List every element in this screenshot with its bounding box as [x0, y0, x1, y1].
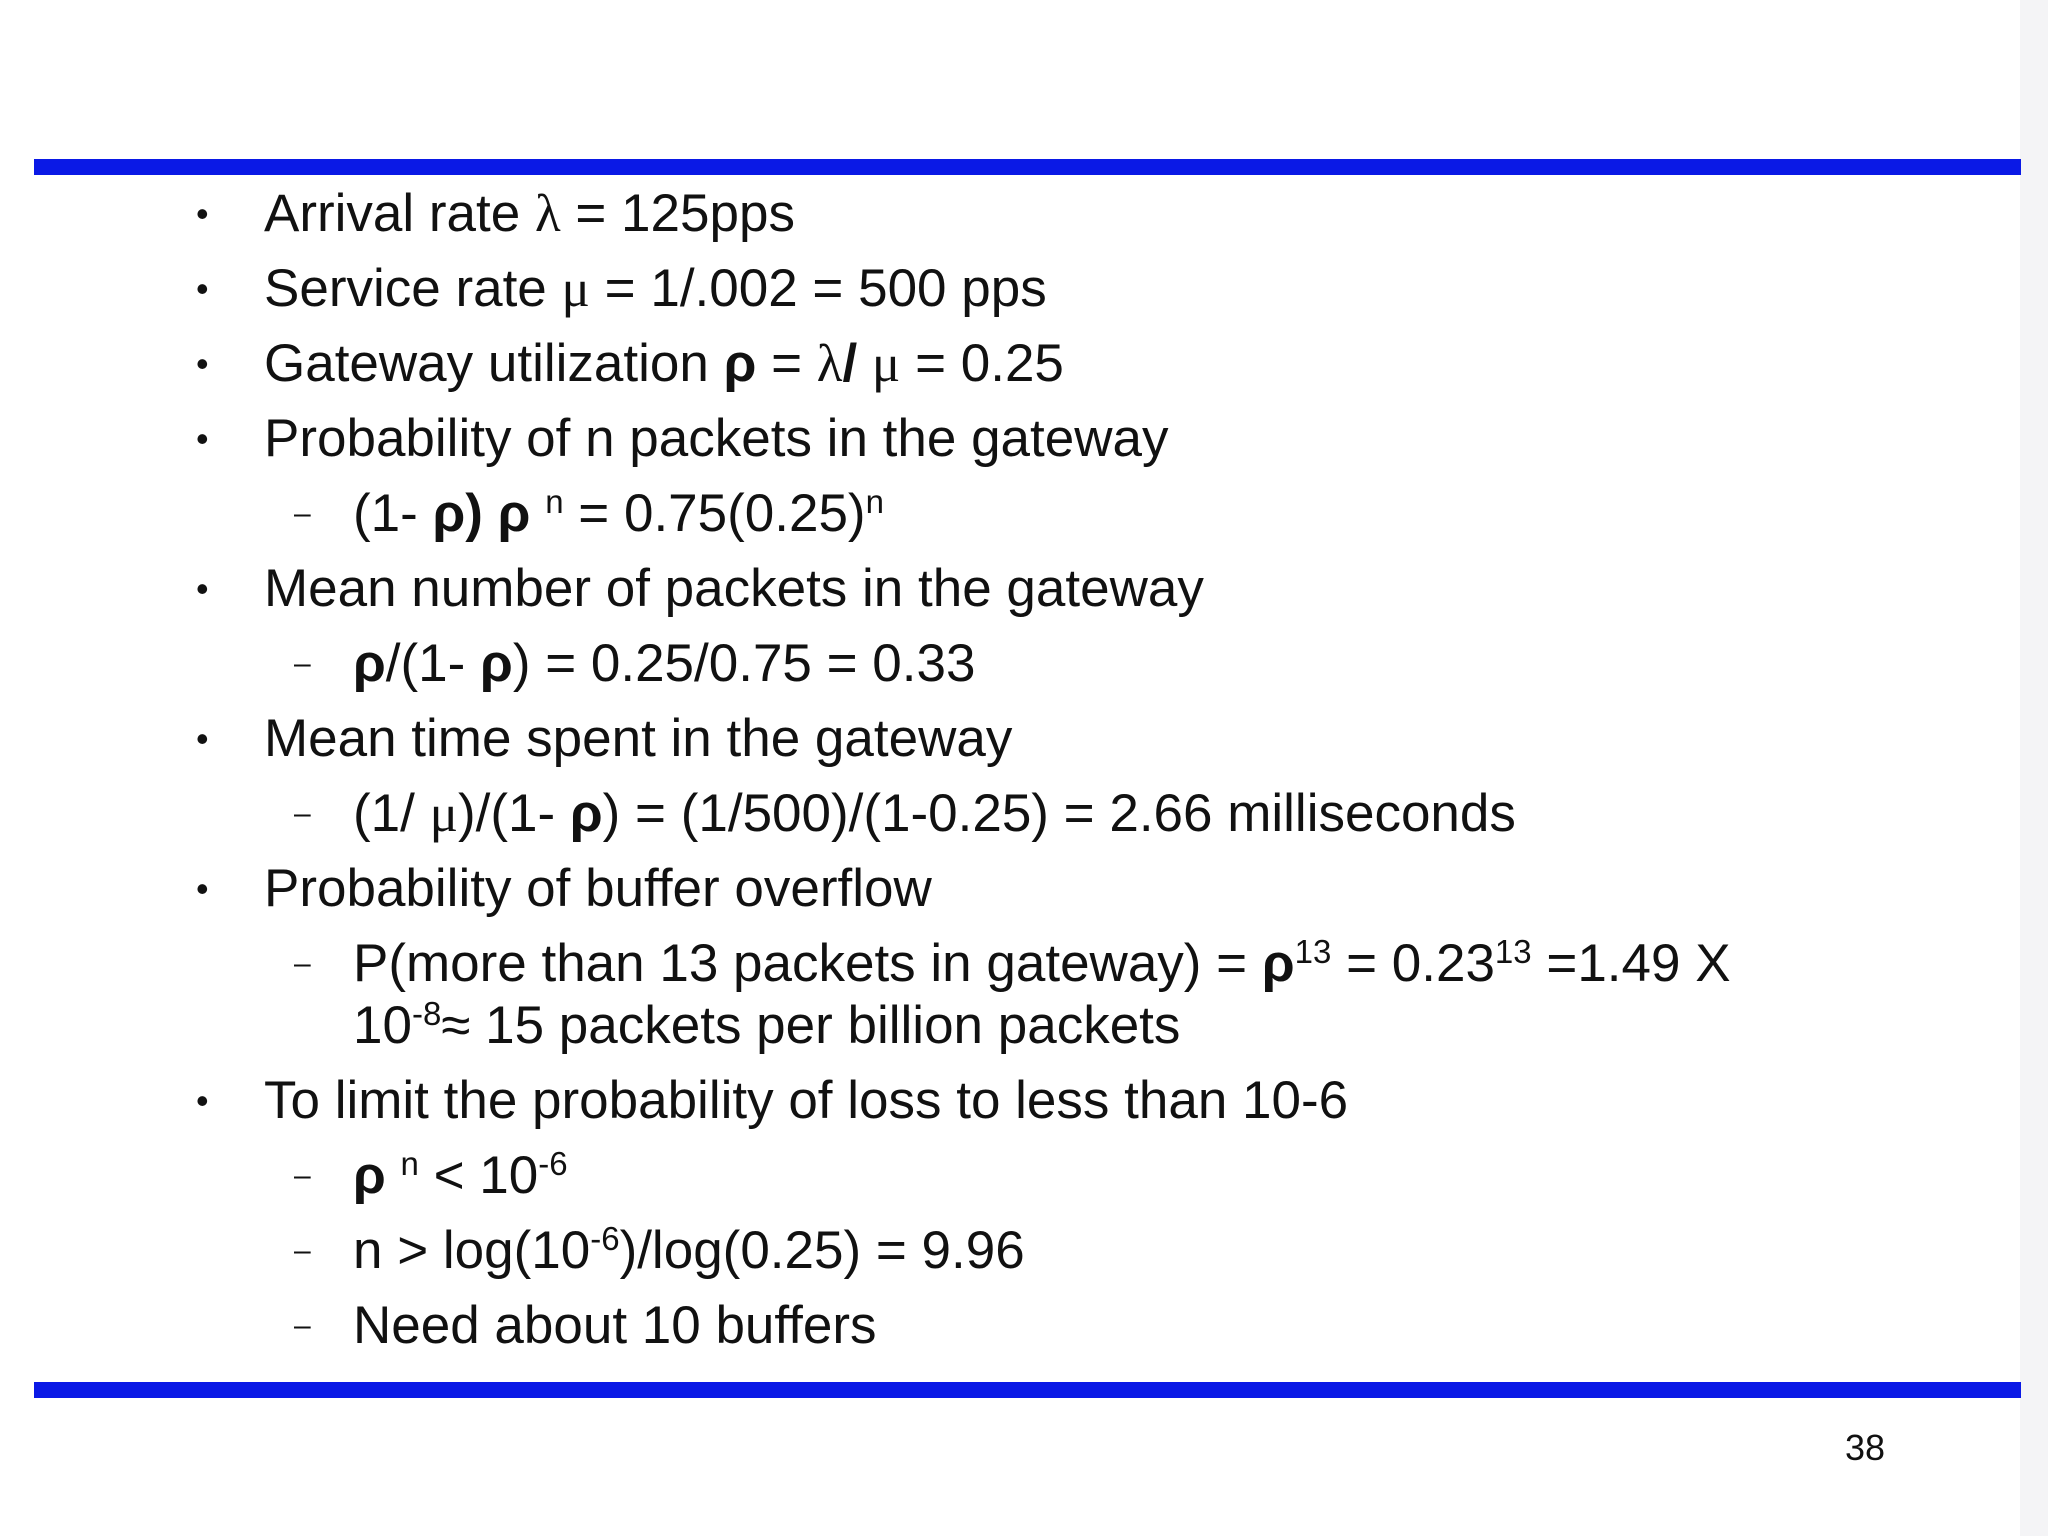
- dash-marker: –: [294, 797, 311, 830]
- approx-symbol: ≈: [441, 996, 471, 1055]
- bullet-marker: •: [196, 718, 209, 759]
- bullet-text: Mean time spent in the gateway: [264, 709, 1013, 768]
- bullet-text: Probability of buffer overflow: [264, 859, 932, 918]
- bullet-text: Mean number of packets in the gateway: [264, 559, 1204, 618]
- mu-symbol: μ: [871, 335, 901, 393]
- mu-symbol: μ: [561, 260, 590, 318]
- top-accent-bar: [34, 159, 2021, 175]
- rho-symbol: ρ: [480, 634, 513, 693]
- subbullet-text: (1- ρ) ρ $^n = 0.75(0.25)^n$: [353, 482, 884, 543]
- bullet-marker: •: [196, 418, 209, 459]
- bullet-text: To limit the probability of loss to less than 10-6: [264, 1071, 1349, 1130]
- subbullet-text: $n > \log(10^{-6})/\log(0.25) = 9.96$: [353, 1219, 1025, 1280]
- bullet-marker: •: [196, 343, 209, 384]
- rho-symbol: ρ: [1261, 934, 1295, 993]
- subbullet-text: ρ $^n < 10^{-6}$: [353, 1144, 568, 1205]
- rho-symbol: ρ: [497, 484, 531, 543]
- lambda-symbol: λ: [816, 335, 843, 393]
- bullet-text: Gateway utilization ρ = λ/ μ = 0.25: [264, 334, 1064, 393]
- page-number: 38: [1844, 1427, 1886, 1468]
- bullet-marker: •: [196, 568, 209, 609]
- rho-symbol: ρ: [353, 634, 386, 693]
- mu-symbol: μ: [429, 785, 458, 843]
- dash-marker: –: [294, 647, 311, 680]
- dash-marker: –: [294, 947, 311, 980]
- lambda-symbol: λ: [534, 185, 561, 243]
- subbullet-text: $10^{-8}\approx 15$ packets per billion packets: [353, 994, 1181, 1055]
- subbullet-text: (1/ μ)/(1- ρ) = (1/500)/(1-0.25) = 2.66 milliseconds: [353, 784, 1516, 843]
- subbullet-text: Need about 10 buffers: [353, 1296, 877, 1355]
- dash-marker: –: [294, 497, 311, 530]
- dash-marker: –: [294, 1234, 311, 1267]
- slide-edge-shade: [2020, 0, 2048, 1536]
- bullet-marker: •: [196, 193, 209, 234]
- subbullet-text: ρ/(1- ρ) = 0.25/0.75 = 0.33: [353, 634, 976, 693]
- bullet-text: Arrival rate λ = 125pps: [264, 184, 795, 243]
- rho-symbol: ρ: [723, 334, 757, 393]
- bullet-marker: •: [196, 868, 209, 909]
- bullet-marker: •: [196, 1080, 209, 1121]
- bullet-text: Probability of n packets in the gateway: [264, 409, 1169, 468]
- subbullet-text: P(more than 13 packets in gateway) = $\rho^{13} = 0.23^{13} =1.49$ X: [353, 932, 1731, 993]
- rho-symbol: ρ: [432, 484, 466, 543]
- dash-marker: –: [294, 1309, 311, 1342]
- rho-symbol: ρ: [353, 1146, 386, 1205]
- bottom-accent-bar: [34, 1382, 2021, 1398]
- rho-symbol: ρ: [569, 784, 603, 843]
- bullet-marker: •: [196, 268, 209, 309]
- bullet-text: Service rate μ = 1/.002 = 500 pps: [264, 259, 1047, 318]
- dash-marker: –: [294, 1159, 311, 1192]
